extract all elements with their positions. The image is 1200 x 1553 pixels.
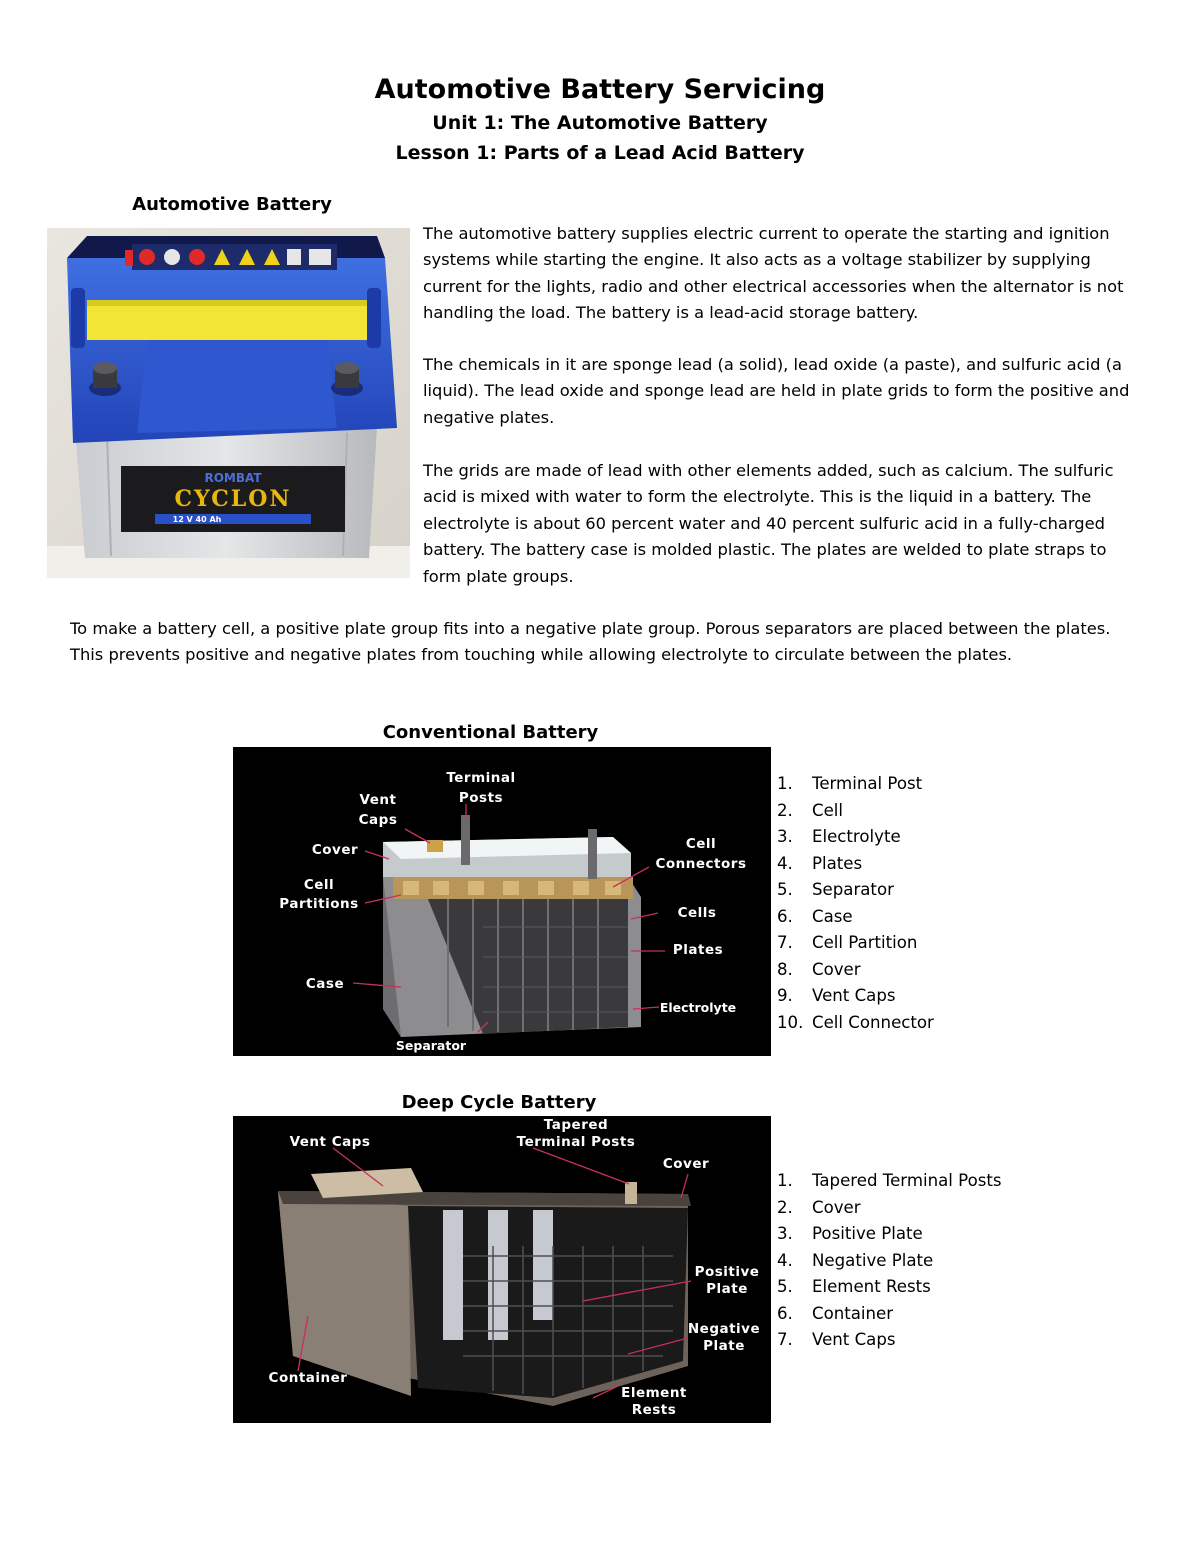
- battery-photo-illustration: [47, 228, 410, 578]
- label-cell-partitions-line2: Partitions: [279, 896, 359, 912]
- label-dc-cover: Cover: [662, 1156, 710, 1172]
- label-dc-positive-line2: Plate: [706, 1281, 748, 1297]
- label-dc-element-rests-line1: Element: [621, 1385, 687, 1401]
- intro-paragraph-1: The automotive battery supplies electric current to operate the starting and ignition systems while starting the engine. It also acts as a voltage stabilizer by supplying current for the lights, radio and other electrical accessories when the alternator is not handling the load. The battery is a lead-acid storage battery.: [423, 224, 1124, 323]
- label-cell-connectors-line1: Cell: [685, 836, 717, 852]
- label-cover: Cover: [311, 842, 359, 858]
- battery-spec: 12 V 40 Ah: [172, 515, 222, 524]
- list-item: 4. Plates: [777, 853, 863, 873]
- label-vent-caps-line2: Caps: [358, 812, 398, 828]
- photo-caption: Automotive Battery: [132, 194, 332, 215]
- lesson-heading: Lesson 1: Parts of a Lead Acid Battery: [395, 142, 805, 164]
- list-item: 7. Cell Partition: [777, 933, 918, 952]
- deep-cycle-caption: Deep Cycle Battery: [401, 1092, 597, 1113]
- list-item: 9. Vent Caps: [777, 986, 896, 1005]
- label-dc-negative-line1: Negative: [687, 1321, 761, 1337]
- intro-paragraph-2: The chemicals in it are sponge lead (a solid), lead oxide (a paste), and sulfuric acid (a liquid). The lead oxide and sponge lead are held in plate grids to form the positive and negative plates.: [423, 355, 1130, 427]
- list-item: 6. Case: [777, 906, 853, 926]
- list-item: 4. Negative Plate: [777, 1250, 934, 1270]
- list-item: 3. Electrolyte: [777, 827, 901, 846]
- deep-cycle-battery-diagram: [233, 1116, 771, 1423]
- label-terminal-posts-line2: Posts: [458, 790, 504, 806]
- label-dc-negative-line2: Plate: [703, 1338, 745, 1354]
- label-dc-positive-line1: Positive: [694, 1264, 760, 1280]
- label-cells: Cells: [677, 905, 717, 921]
- label-separator: Separator: [395, 1038, 467, 1053]
- label-vent-caps-line1: Vent: [359, 792, 397, 808]
- label-cell-connectors-line2: Connectors: [655, 856, 747, 872]
- list-item: 6. Container: [777, 1303, 894, 1323]
- battery-brand-name: CYCLON: [174, 486, 292, 512]
- label-dc-tapered-line2: Terminal Posts: [516, 1134, 636, 1150]
- label-electrolyte: Electrolyte: [659, 1000, 737, 1015]
- page-title: Automotive Battery Servicing: [374, 74, 826, 105]
- battery-brand-top: ROMBAT: [204, 471, 262, 485]
- list-item: 2. Cover: [777, 1197, 861, 1217]
- deep-cycle-parts-list: [777, 1171, 1002, 1357]
- label-dc-vent-caps: Vent Caps: [289, 1134, 371, 1150]
- conventional-parts-list: [777, 774, 934, 1039]
- label-cell-partitions-line1: Cell: [303, 877, 335, 893]
- list-item: 5. Separator: [777, 880, 894, 899]
- list-item: 10. Cell Connector: [777, 1012, 934, 1032]
- list-item: 5. Element Rests: [777, 1277, 931, 1296]
- list-item: 2. Cell: [777, 800, 844, 820]
- conventional-diagram-svg: [233, 747, 771, 1056]
- list-item: 7. Vent Caps: [777, 1330, 896, 1349]
- unit-heading: Unit 1: The Automotive Battery: [432, 112, 768, 134]
- list-item: 8. Cover: [777, 959, 861, 979]
- deep-cycle-diagram-svg: [233, 1116, 771, 1423]
- label-case: Case: [305, 976, 345, 992]
- cell-paragraph: To make a battery cell, a positive plate group fits into a negative plate group. Porous separators are placed between the plates. This prevents positive and negative plates from touching while allowing electrolyte to circulate between the plates.: [70, 619, 1111, 665]
- conventional-battery-diagram: [233, 747, 771, 1056]
- list-item: 1. Tapered Terminal Posts: [777, 1171, 1002, 1190]
- intro-paragraph-3: The grids are made of lead with other elements added, such as calcium. The sulfuric acid is mixed with water to form the electrolyte. This is the liquid in a battery. The electrolyte is about 60 percent water and 40 percent sulfuric acid in a fully-charged battery. The battery case is molded plastic. The plates are welded to plate straps to form plate groups.: [423, 461, 1114, 586]
- list-item: 1. Terminal Post: [777, 774, 923, 793]
- list-item: 3. Positive Plate: [777, 1224, 923, 1243]
- label-plates: Plates: [672, 942, 724, 958]
- conventional-caption: Conventional Battery: [382, 722, 599, 743]
- label-dc-element-rests-line2: Rests: [631, 1402, 677, 1418]
- label-dc-container: Container: [268, 1370, 348, 1386]
- battery-photo: [47, 228, 410, 578]
- label-terminal-posts-line1: Terminal: [446, 770, 516, 786]
- label-dc-tapered-line1: Tapered: [543, 1117, 609, 1133]
